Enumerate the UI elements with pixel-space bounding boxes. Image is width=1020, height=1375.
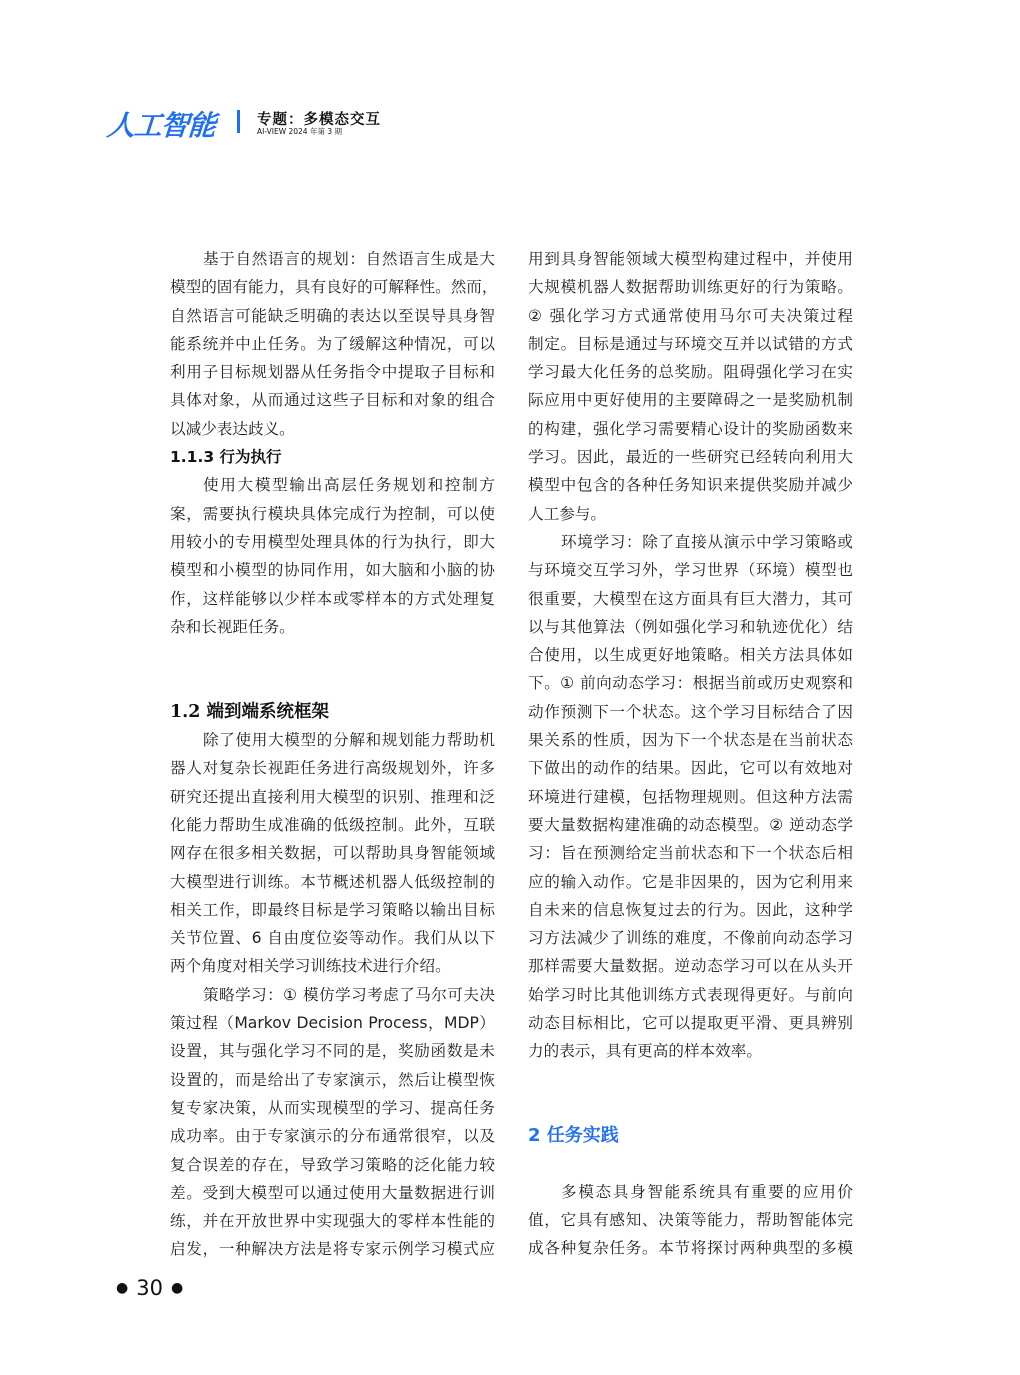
text-line: 设置的，而是给出了专家演示，然后让模型恢: [170, 1070, 495, 1089]
text-line: 策过程（Markov Decision Process，MDP）: [170, 1014, 495, 1033]
text-line: 具体对象，从而通过这些子目标和对象的组合: [170, 391, 495, 410]
text-line: 成功率。由于专家演示的分布通常很窄，以及: [170, 1127, 495, 1146]
text-line: 始学习时比其他训练方式表现得更好。与前向: [528, 985, 853, 1004]
text-line: 使用大模型输出高层任务规划和控制方: [203, 476, 495, 495]
text-line: 环境学习：除了直接从演示中学习策略或: [561, 532, 853, 551]
text-line: 设置，其与强化学习不同的是，奖励函数是未: [170, 1042, 495, 1061]
text-line: ② 强化学习方式通常使用马尔可夫决策过程: [528, 306, 853, 325]
paragraph: [170, 471, 495, 641]
topic-title: 专题：多模态交互: [257, 112, 381, 128]
paragraph: [528, 245, 853, 528]
text-line: 杂和长视距任务。: [170, 617, 295, 636]
issue-info: AI-VIEW 2024 年第 3 期: [257, 127, 343, 136]
text-line: 模型中包含的各种任务知识来提供奖励并减少: [528, 476, 853, 495]
text-line: 自然语言可能缺乏明确的表达以至误导具身智: [170, 306, 495, 325]
text-line: 相关工作，即最终目标是学习策略以输出目标: [170, 900, 495, 919]
text-line: 两个角度对相关学习训练技术进行介绍。: [170, 957, 451, 976]
text-line: 很重要，大模型在这方面具有巨大潜力，其可: [528, 589, 853, 608]
text-line: 大模型进行训练。本节概述机器人低级控制的: [170, 872, 495, 891]
text-line: 习：旨在预测给定当前状态和下一个状态后相: [528, 844, 853, 863]
text-line: 力的表示，具有更高的样本效率。: [528, 1042, 762, 1061]
text-line: 值，它具有感知、决策等能力，帮助智能体完: [528, 1210, 853, 1229]
subsection-heading: 1.1.3 行为执行: [170, 448, 282, 467]
text-line: 动态目标相比，它可以提取更平滑、更具辨别: [528, 1014, 853, 1033]
text-line: 启发，一种解决方法是将专家示例学习模式应: [170, 1240, 495, 1259]
section-heading: 1.2 端到端系统框架: [170, 701, 330, 722]
text-line: 复合误差的存在，导致学习策略的泛化能力较: [170, 1155, 495, 1174]
text-line: 作，这样能够以少样本或零样本的方式处理复: [170, 589, 495, 608]
right-column: [528, 245, 853, 1262]
text-line: 用较小的专用模型处理具体的行为执行，即大: [170, 532, 495, 551]
paragraph: [170, 245, 498, 443]
text-line: 习方法减少了训练的难度，不像前向动态学习: [528, 929, 853, 948]
text-line: 用到具身智能领域大模型构建过程中，并使用: [528, 250, 853, 268]
text-line: 以减少表达歧义。: [170, 419, 295, 438]
text-line: 成各种复杂任务。本节将探讨两种典型的多模: [528, 1239, 853, 1258]
text-line: 练，并在开放世界中实现强大的零样本性能的: [170, 1212, 495, 1231]
page-footer: [108, 1276, 191, 1300]
text-line: 自未来的信息恢复过去的行为。因此，这种学: [528, 900, 853, 919]
text-line: 那样需要大量数据。逆动态学习可以在从头开: [528, 957, 853, 976]
text-line: 多模态具身智能系统具有重要的应用价: [561, 1182, 853, 1201]
text-line: 学习。因此，最近的一些研究已经转向利用大: [528, 448, 853, 467]
text-line: 复专家决策，从而实现模型的学习、提高任务: [170, 1098, 495, 1117]
text-line: 以与其他算法（例如强化学习和轨迹优化）结: [528, 617, 853, 636]
text-line: 能系统并中止任务。为了缓解这种情况，可以: [170, 334, 495, 353]
text-line: 学习最大化任务的总奖励。阻碍强化学习在实: [528, 363, 853, 382]
text-line: 模型和小模型的协同作用，如大脑和小脑的协: [170, 561, 495, 580]
text-line: 制定。目标是通过与环境交互并以试错的方式: [528, 334, 853, 353]
text-line: 网存在很多相关数据，可以帮助具身智能领域: [170, 844, 495, 863]
text-line: 环境进行建模，包括物理规则。但这种方法需: [528, 787, 853, 806]
paragraph: [170, 981, 495, 1264]
text-line: 与环境交互学习外，学习世界（环境）模型也: [528, 561, 853, 580]
text-line: 策略学习：① 模仿学习考虑了马尔可夫决: [203, 985, 495, 1004]
page-number: 30: [136, 1276, 163, 1300]
text-line: 际应用中更好使用的主要障碍之一是奖励机制: [528, 391, 853, 410]
text-line: 研究还提出直接利用大模型的识别、推理和泛: [170, 787, 495, 806]
text-line: 器人对复杂长视距任务进行高级规划外，许多: [170, 759, 495, 778]
bullet-icon: ●: [116, 1280, 129, 1296]
text-line: 动作预测下一个状态。这个学习目标结合了因: [528, 702, 853, 721]
text-line: 除了使用大模型的分解和规划能力帮助机: [203, 731, 495, 750]
text-line: 基于自然语言的规划：自然语言生成是大: [203, 250, 495, 268]
bullet-icon: ●: [170, 1280, 184, 1296]
text-line: 差。受到大模型可以通过使用大量数据进行训: [170, 1183, 495, 1202]
left-column: [170, 245, 498, 1264]
text-line: 下。① 前向动态学习：根据当前或历史观察和: [528, 674, 853, 693]
text-line: 关节位置、6 自由度位姿等动作。我们从以下: [170, 929, 495, 948]
section-heading: 2 任务实践: [528, 1125, 619, 1147]
text-line: 的构建，强化学习需要精心设计的奖励函数来: [528, 419, 853, 438]
text-line: 要大量数据构建准确的动态模型。② 逆动态学: [528, 815, 853, 834]
magazine-logo: 人工智能: [105, 109, 217, 142]
text-line: 果关系的性质，因为下一个状态是在当前状态: [528, 731, 853, 750]
text-line: 合使用，以生成更好地策略。相关方法具体如: [528, 646, 853, 665]
paragraph: [528, 1178, 853, 1263]
text-line: 利用子目标规划器从任务指令中提取子目标和: [170, 363, 495, 382]
text-line: 案，需要执行模块具体完成行为控制，可以使: [170, 504, 495, 523]
text-line: 应的输入动作。它是非因果的，因为它利用来: [528, 872, 853, 891]
text-line: 人工参与。: [528, 504, 606, 523]
text-line: 化能力帮助生成准确的低级控制。此外，互联: [170, 815, 495, 834]
header-divider: [237, 110, 240, 133]
text-line: 下做出的动作的结果。因此，它可以有效地对: [528, 759, 853, 778]
paragraph: [170, 726, 495, 981]
paragraph: [528, 528, 853, 1066]
text-line: 模型的固有能力，具有良好的可解释性。然而，: [170, 278, 498, 297]
text-line: 大规模机器人数据帮助训练更好的行为策略。: [528, 278, 853, 297]
